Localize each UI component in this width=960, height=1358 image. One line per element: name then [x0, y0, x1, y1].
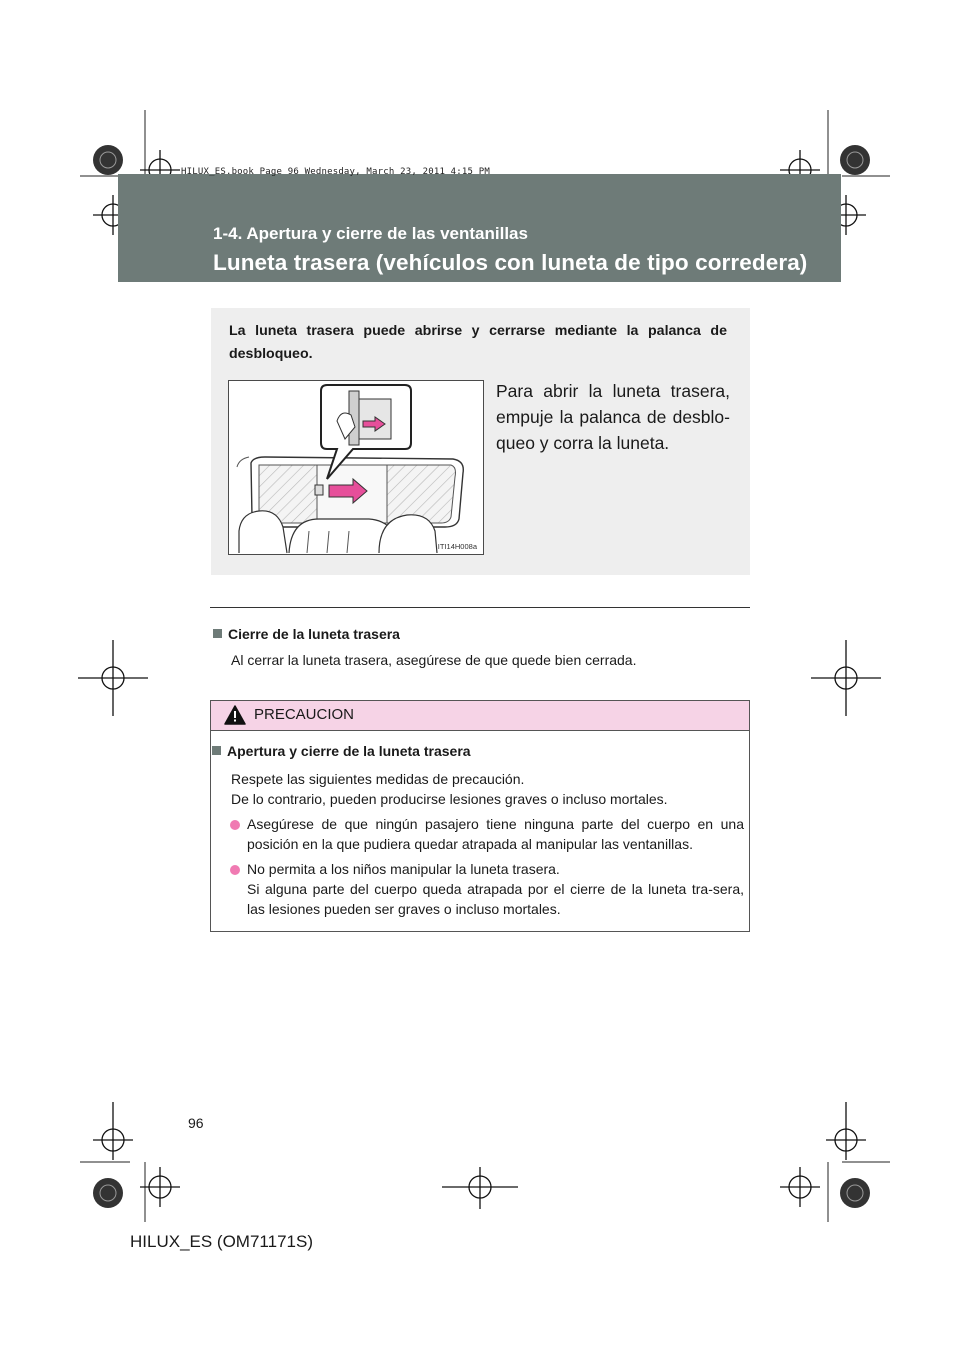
rear-window-illustration [228, 380, 484, 555]
caution-heading [212, 743, 471, 759]
step-text: Para abrir la luneta trasera, empuje la palanca de desblo-queo y corra la luneta. [496, 381, 730, 453]
bullet-dot-icon [230, 820, 240, 830]
warning-icon [224, 705, 246, 725]
square-bullet-icon [212, 746, 221, 755]
caution-bullet-2: No permita a los niños manipular la luneta trasera. [247, 861, 560, 877]
note-heading-text: Cierre de la luneta trasera [228, 626, 400, 642]
square-bullet-icon [213, 629, 222, 638]
note-heading [213, 626, 400, 642]
intro-text: La luneta trasera puede abrirse y cerrarse mediante la palanca de desbloqueo. [229, 323, 727, 362]
caution-title: PRECAUCION [254, 706, 355, 723]
page-number: 96 [188, 1115, 204, 1131]
caution-bullet-2-continued: Si alguna parte del cuerpo queda atrapada por el cierre de la luneta tra-sera, las lesiones pueden ser graves o incluso mortales. [247, 881, 744, 917]
note-body: Al cerrar la luneta trasera, asegúrese de que quede bien cerrada. [231, 652, 637, 668]
caution-bullet-1: Asegúrese de que ningún pasajero tiene ninguna parte del cuerpo en una posición en la que pudiera quedar atrapada al manipular las ventanillas. [247, 816, 744, 852]
caution-line-1: Respete las siguientes medidas de precaución. [231, 771, 525, 787]
bullet-dot-icon [230, 865, 240, 875]
book-info-line: HILUX_ES.book Page 96 Wednesday, March 23, 2011 4:15 PM [181, 167, 491, 177]
figure-id: ITI14H008a [437, 542, 477, 551]
page-title: Luneta trasera (vehículos con luneta de tipo corredera) [213, 250, 808, 275]
caution-heading-text: Apertura y cierre de la luneta trasera [227, 743, 471, 759]
caution-line-2: De lo contrario, pueden producirse lesiones graves o incluso mortales. [231, 791, 668, 807]
footer-model-code: HILUX_ES (OM71171S) [130, 1232, 313, 1251]
divider [210, 607, 750, 608]
section-label: 1-4. Apertura y cierre de las ventanillas [213, 224, 528, 243]
